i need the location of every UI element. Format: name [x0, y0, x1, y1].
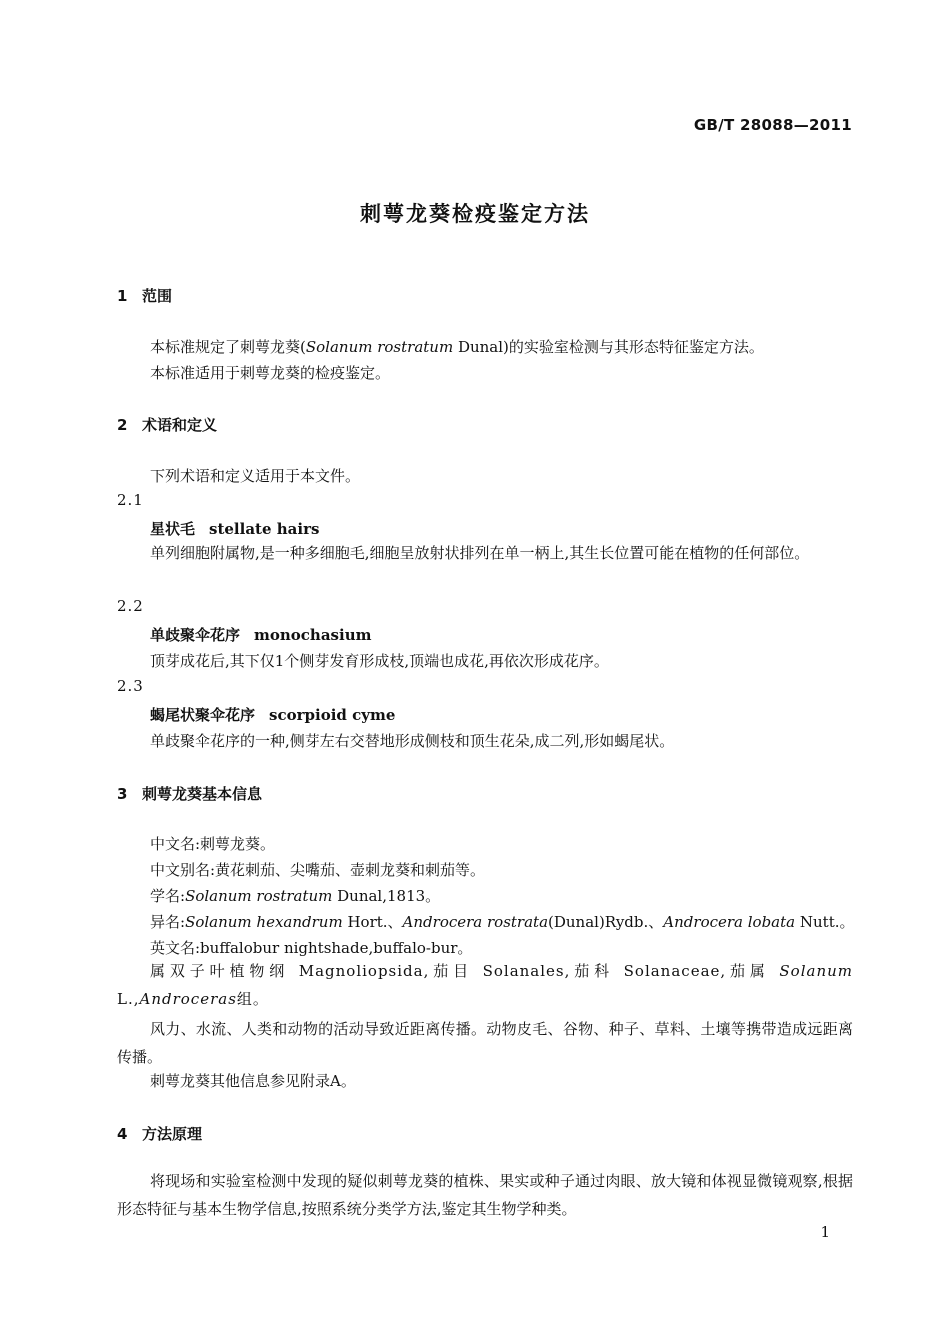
section-number: 1 [117, 287, 128, 305]
synonym: Androcera lobata [663, 913, 796, 931]
section-title: 范围 [142, 287, 173, 305]
genus: Solanum [779, 962, 853, 980]
text: (Dunal)Rydb.、 [548, 913, 664, 931]
chinese-name: 中文名:刺萼龙葵。 [150, 835, 276, 853]
text: Hort.、 [342, 913, 403, 931]
chinese-alias: 中文别名:黄花刺茄、尖嘴茄、壶刺龙葵和刺茄等。 [150, 861, 486, 879]
taxonomy-paragraph [117, 957, 853, 1013]
term-2-1 [150, 518, 319, 539]
term-cn: 单歧聚伞花序 [150, 626, 241, 644]
term-2-2-definition: 顶芽成花后,其下仅1个侧芽发育形成枝,顶端也成花,再依次形成花序。 [150, 652, 609, 670]
section-title: 术语和定义 [142, 416, 218, 434]
spread-paragraph: 风力、水流、人类和动物的活动导致近距离传播。动物皮毛、谷物、种子、草料、土壤等携带造成远距离传播。 [117, 1020, 853, 1066]
synonyms-line [150, 911, 855, 932]
text: Dunal)的实验室检测与其形态特征鉴定方法。 [453, 338, 764, 356]
section-2-intro: 下列术语和定义适用于本文件。 [150, 467, 361, 485]
scientific-name-line [150, 885, 440, 906]
section-number: 2 [117, 416, 128, 434]
standard-number: GB/T 28088—2011 [693, 116, 852, 134]
section-number: 4 [117, 1125, 128, 1143]
term-2-3 [150, 704, 395, 725]
synonym: Solanum hexandrum [185, 913, 343, 931]
term-en: scorpioid cyme [269, 706, 396, 724]
term-2-3-number: 2.3 [117, 677, 144, 695]
english-name: 英文名:buffalobur nightshade,buffalo-bur。 [150, 939, 473, 957]
term-2-1-number: 2.1 [117, 491, 144, 509]
synonym: Androcera rostrata [402, 913, 549, 931]
text: 属双子叶植物纲 Magnoliopsida,茄目 Solanales,茄科 Solanaceae,茄属 [150, 962, 780, 980]
section-2-heading [117, 414, 217, 435]
text: 本标准规定了刺萼龙葵( [150, 338, 306, 356]
section-number: 3 [117, 785, 128, 803]
section-name: Androceras [139, 990, 237, 1008]
page-number: 1 [820, 1223, 830, 1241]
text: Nutt.。 [795, 913, 855, 931]
section-4-paragraph: 将现场和实验室检测中发现的疑似刺萼龙葵的植株、果实或种子通过肉眼、放大镜和体视显微镜观察,根据形态特征与基本生物学信息,按照系统分类学方法,鉴定其生物学种类。 [117, 1172, 853, 1218]
term-2-1-definition: 单列细胞附属物,是一种多细胞毛,细胞呈放射状排列在单一柄上,其生长位置可能在植物的任何部位。 [150, 544, 810, 562]
term-2-3-definition: 单歧聚伞花序的一种,侧芽左右交替地形成侧枝和顶生花朵,成二列,形如蝎尾状。 [150, 732, 675, 750]
term-2-2 [150, 624, 371, 645]
term-cn: 星状毛 [150, 520, 196, 538]
label: 异名: [150, 913, 186, 931]
term-cn: 蝎尾状聚伞花序 [150, 706, 256, 724]
text: Dunal,1813。 [332, 887, 441, 905]
scientific-name: Solanum rostratum [305, 338, 454, 356]
scientific-name: Solanum rostratum [185, 887, 333, 905]
section-1-paragraph-1 [150, 336, 764, 357]
label: 学名: [150, 887, 186, 905]
text: 组。 [236, 990, 269, 1008]
document-title: 刺萼龙葵检疫鉴定方法 [360, 202, 590, 226]
section-1-heading [117, 285, 172, 306]
text: L., [117, 990, 140, 1008]
term-2-2-number: 2.2 [117, 597, 144, 615]
term-en: stellate hairs [209, 520, 320, 538]
section-title: 方法原理 [142, 1125, 203, 1143]
section-4-heading [117, 1123, 202, 1144]
section-3-heading [117, 783, 262, 804]
term-en: monochasium [254, 626, 372, 644]
section-1-paragraph-2: 本标准适用于刺萼龙葵的检疫鉴定。 [150, 364, 391, 382]
appendix-reference: 刺萼龙葵其他信息参见附录A。 [150, 1072, 356, 1090]
section-title: 刺萼龙葵基本信息 [142, 785, 263, 803]
